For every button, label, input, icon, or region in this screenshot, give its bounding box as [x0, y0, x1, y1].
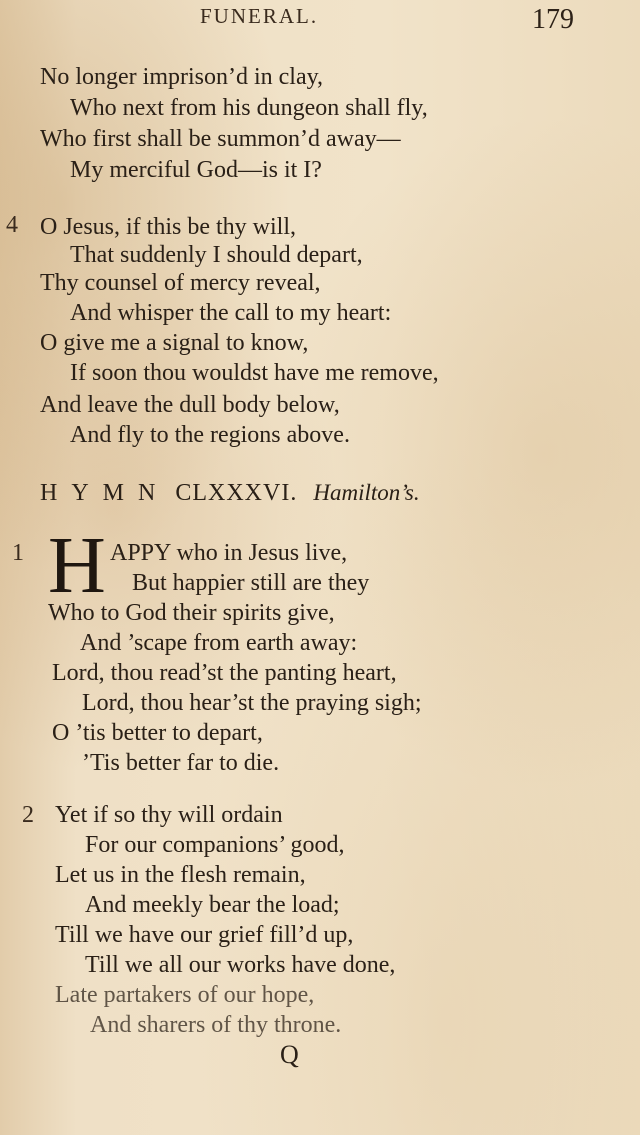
verse-line: Who next from his dungeon shall fly, [70, 95, 428, 121]
verse-line: But happier still are they [132, 570, 370, 596]
verse-line: O give me a signal to know, [40, 330, 309, 356]
verse-line: Thy counsel of mercy reveal, [40, 270, 321, 296]
hymn-author: Hamilton’s. [313, 480, 420, 505]
hymn-label: HYMN [40, 480, 170, 506]
verse-line: And ’scape from earth away: [80, 630, 358, 656]
verse-line: Who first shall be summon’d away— [40, 126, 401, 152]
page-number: 179 [532, 4, 574, 35]
verse-line: Till we have our grief fill’d up, [55, 922, 354, 948]
stanza-number: 4 [6, 212, 18, 238]
signature-mark: Q [280, 1040, 299, 1069]
verse-line: My merciful God—is it I? [70, 157, 322, 183]
verse-line: For our companions’ good, [85, 832, 345, 858]
verse-line: And leave the dull body below, [40, 392, 340, 418]
verse-line: O ’tis better to depart, [52, 720, 263, 746]
verse-line: ’Tis better far to die. [82, 750, 280, 776]
verse-line: O Jesus, if this be thy will, [40, 214, 296, 240]
verse-line: Who to God their spirits give, [48, 600, 335, 626]
stanza-number: 1 [12, 540, 24, 566]
verse-line: No longer imprison’d in clay, [40, 64, 324, 90]
verse-line: Lord, thou hear’st the praying sigh; [82, 690, 422, 716]
verse-line: And fly to the regions above. [70, 422, 350, 448]
hymn-heading [40, 480, 420, 507]
stanza-number: 2 [22, 802, 34, 828]
running-head: FUNERAL. [200, 4, 319, 28]
verse-line: And meekly bear the load; [85, 892, 340, 918]
verse-line: Lord, thou read’st the panting heart, [52, 660, 397, 686]
verse-line: Let us in the flesh remain, [55, 862, 306, 888]
hymn-number: CLXXXVI. [175, 480, 298, 506]
verse-line: That suddenly I should depart, [70, 242, 363, 268]
verse-line: If soon thou wouldst have me remove, [70, 360, 439, 386]
verse-line: Late partakers of our hope, [55, 982, 315, 1008]
verse-line: APPY who in Jesus live, [110, 540, 348, 566]
verse-line: Till we all our works have done, [85, 952, 396, 978]
verse-line: And sharers of thy throne. [90, 1012, 342, 1038]
verse-line: Yet if so thy will ordain [55, 802, 283, 828]
verse-line: And whisper the call to my heart: [70, 300, 392, 326]
drop-cap: H [48, 522, 106, 610]
